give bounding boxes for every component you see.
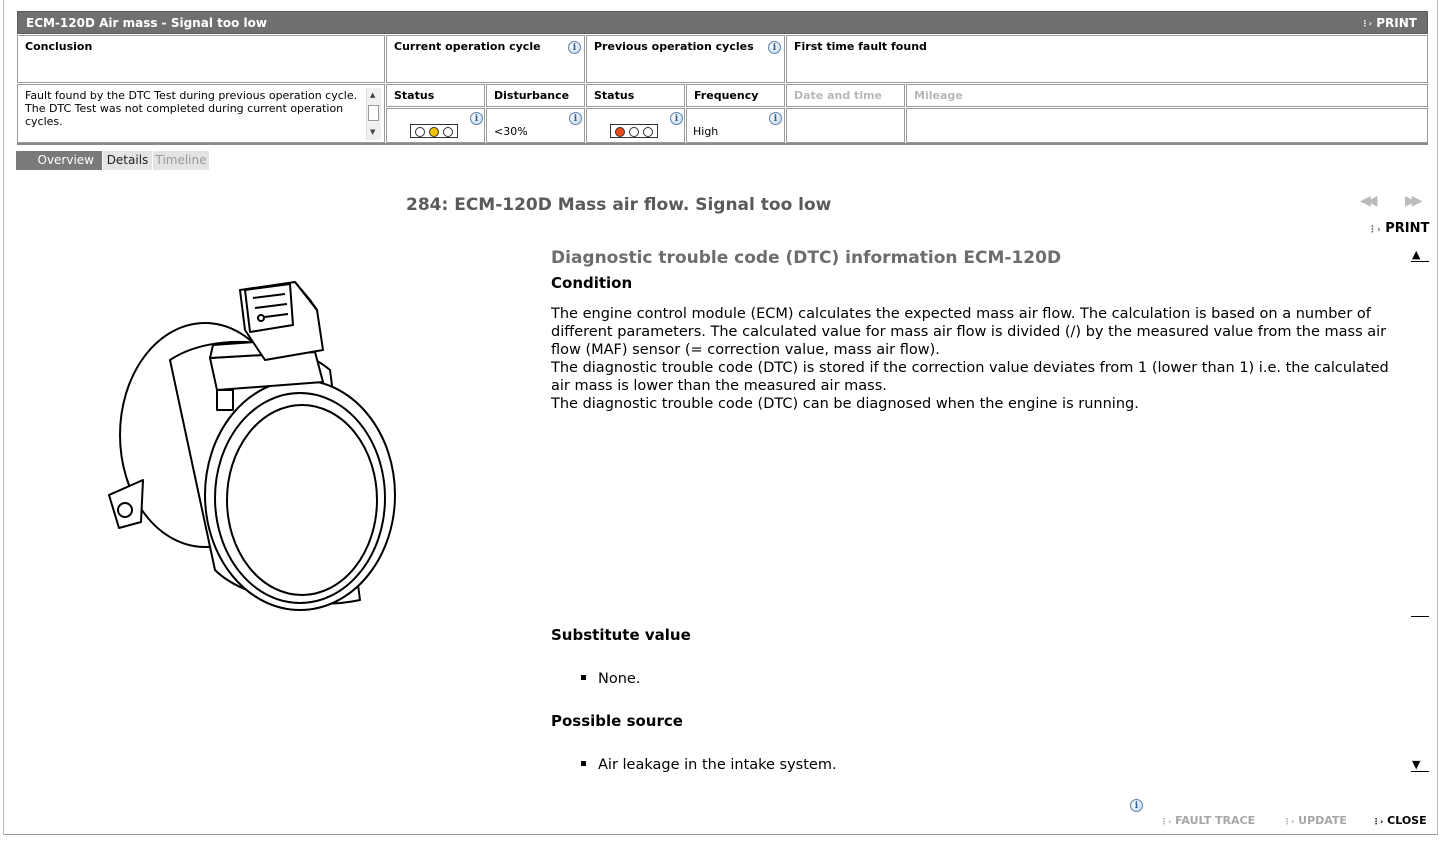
light-red [615, 127, 625, 137]
condition-heading: Condition [551, 274, 633, 292]
previous-cycles-label: Previous operation cycles [594, 40, 754, 53]
previous-page-icon[interactable]: ◀◀ [1360, 193, 1374, 209]
bullet-icon [581, 761, 586, 766]
page-title: 284: ECM-120D Mass air flow. Signal too low [406, 195, 832, 215]
disturbance-value: <30% [494, 125, 528, 138]
date-label: Date and time [794, 89, 883, 102]
content-print-label: PRINT [1385, 221, 1430, 236]
source-item [581, 757, 837, 773]
substitute-heading: Substitute value [551, 626, 691, 644]
scroll-thumb[interactable] [368, 105, 379, 121]
first-time-header [786, 35, 1428, 83]
conclusion-scrollbar[interactable] [366, 88, 381, 140]
scroll-separator [1411, 616, 1429, 617]
update-button[interactable] [1283, 814, 1347, 827]
substitute-item-text: None. [598, 671, 641, 687]
source-heading: Possible source [551, 712, 683, 730]
source-item-text: Air leakage in the intake system. [598, 757, 837, 773]
summary-bottom-line [17, 143, 1428, 145]
condition-line: The diagnostic trouble code (DTC) can be diagnosed when the engine is running. [551, 396, 1139, 412]
current-status-info-icon[interactable]: i [470, 112, 483, 125]
fault-trace-label: FAULT TRACE [1175, 814, 1256, 827]
fault-title: ECM-120D Air mass - Signal too low [26, 16, 267, 30]
fault-title-bar [17, 11, 1428, 34]
frequency-cell [686, 108, 785, 143]
mileage-cell [906, 108, 1428, 143]
conclusion-label: Conclusion [25, 40, 93, 53]
previous-cycles-header [586, 35, 785, 83]
close-label: CLOSE [1387, 814, 1427, 827]
previous-status-header [586, 84, 685, 107]
disturbance-cell [486, 108, 585, 143]
scroll-top-line [1411, 261, 1429, 262]
mileage-header [906, 84, 1428, 107]
current-status-lights [410, 124, 458, 138]
link-arrow-icon: ⋮› [1160, 817, 1172, 826]
current-status-label: Status [394, 89, 435, 102]
light-off [443, 127, 453, 137]
date-header [786, 84, 905, 107]
current-status-header [386, 84, 485, 107]
frequency-value: High [693, 125, 719, 138]
disturbance-label: Disturbance [494, 89, 570, 102]
frequency-info-icon[interactable]: i [769, 112, 782, 125]
previous-status-label: Status [594, 89, 635, 102]
date-cell [786, 108, 905, 143]
frequency-label: Frequency [694, 89, 759, 102]
condition-text [551, 305, 1411, 413]
current-cycle-info-icon[interactable]: i [568, 41, 581, 54]
content-print-button[interactable] [1368, 221, 1429, 236]
print-arrow-icon: ⋮› [1360, 19, 1373, 28]
link-arrow-icon: ⋮› [1372, 817, 1384, 826]
scroll-bottom-icon[interactable]: ▼ [1412, 758, 1421, 771]
maf-sensor-illustration [95, 270, 405, 615]
condition-line: The engine control module (ECM) calculates the expected mass air flow. The calculation is based on a number of different parameters. The calculated value for mass air flow is divided (/) by the measured value from the mass air flow (MAF) sensor (= correction value, mass air flow). [551, 306, 1387, 358]
previous-status-info-icon[interactable]: i [670, 112, 683, 125]
light-off [643, 127, 653, 137]
light-off [415, 127, 425, 137]
print-arrow-icon: ⋮› [1368, 225, 1381, 235]
next-page-icon[interactable]: ▶▶ [1405, 193, 1419, 209]
scroll-top-icon[interactable]: ▲ [1412, 248, 1421, 261]
fault-trace-button[interactable] [1160, 814, 1255, 827]
substitute-item [581, 671, 640, 687]
header-print-button[interactable] [1361, 16, 1417, 30]
disturbance-info-icon[interactable]: i [569, 112, 582, 125]
first-time-label: First time fault found [794, 40, 927, 53]
tab-bar [16, 151, 216, 170]
scroll-bottom-line [1411, 771, 1429, 772]
scroll-down-icon[interactable]: ▼ [370, 128, 376, 136]
tab-details[interactable]: Details [102, 151, 152, 170]
previous-cycles-info-icon[interactable]: i [768, 41, 781, 54]
light-off [629, 127, 639, 137]
frequency-header [686, 84, 785, 107]
conclusion-box [17, 84, 385, 143]
current-status-cell [386, 108, 485, 143]
update-label: UPDATE [1298, 814, 1347, 827]
tab-overview[interactable]: Overview [16, 151, 102, 170]
dtc-info-title: Diagnostic trouble code (DTC) information ECM-120D [551, 248, 1062, 268]
conclusion-header [17, 35, 385, 83]
header-print-label: PRINT [1376, 16, 1417, 30]
close-button[interactable] [1372, 814, 1427, 827]
current-cycle-header [386, 35, 585, 83]
tab-timeline[interactable]: Timeline [152, 151, 209, 170]
bullet-icon [581, 675, 586, 680]
footer-info-icon[interactable]: i [1130, 799, 1143, 812]
mileage-label: Mileage [914, 89, 963, 102]
light-yellow [429, 127, 439, 137]
conclusion-line: Fault found by the DTC Test during previous operation cycle. [25, 89, 358, 102]
link-arrow-icon: ⋮› [1283, 817, 1295, 826]
scroll-up-icon[interactable]: ▲ [370, 91, 376, 99]
condition-line: The diagnostic trouble code (DTC) is stored if the correction value deviates from 1 (lower than 1) i.e. the calculated air mass is lower than the measured air mass. [551, 360, 1389, 394]
conclusion-text [25, 89, 360, 128]
previous-status-lights [610, 124, 658, 138]
current-cycle-label: Current operation cycle [394, 40, 541, 53]
disturbance-header [486, 84, 585, 107]
previous-status-cell [586, 108, 685, 143]
conclusion-line: The DTC Test was not completed during current operation cycles. [25, 102, 344, 128]
